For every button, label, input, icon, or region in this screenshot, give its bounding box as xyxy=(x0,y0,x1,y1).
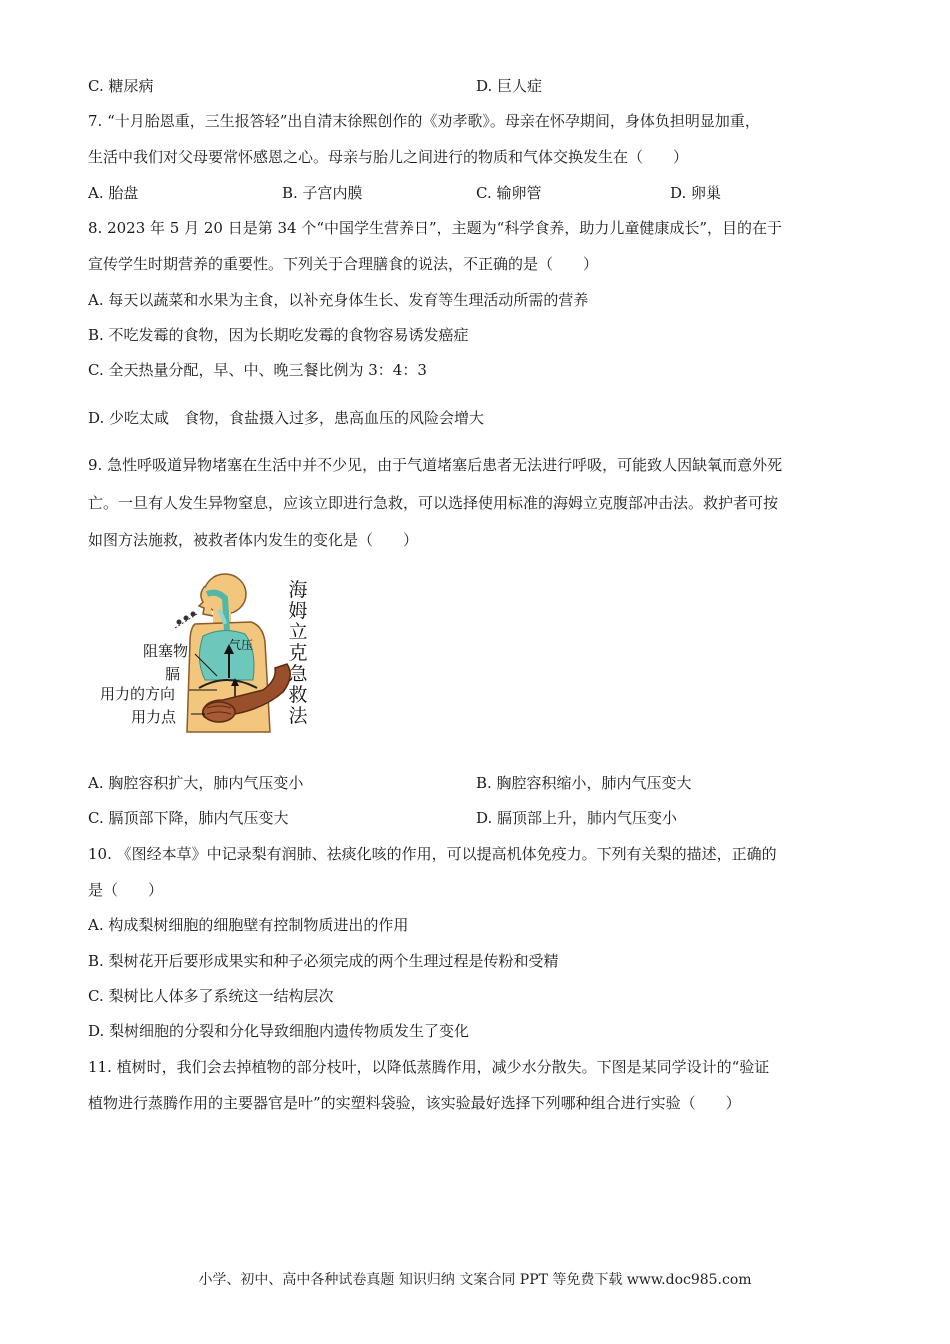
q10-option-d: D. 梨树细胞的分裂和分化导致细胞内遗传物质发生了变化 xyxy=(88,1022,470,1040)
label-air-pressure: 气压 xyxy=(229,638,254,652)
q8-option-d: D. 少吃太咸 食物，食盐摄入过多，患高血压的风险会增大 xyxy=(88,409,485,427)
q7-stem-line1: 7. “十月胎恩重，三生报答轻”出自清末徐熙创作的《劝孝歌》。母亲在怀孕期间，身体负担明显加重， xyxy=(88,112,760,130)
q9-option-c: C. 膈顶部下降，肺内气压变大 xyxy=(88,809,289,827)
q11-stem-line2: 植物进行蒸腾作用的主要器官是叶”的实塑料袋验，该实验最好选择下列哪种组合进行实验（ ） xyxy=(88,1094,741,1112)
q6-option-d: D. 巨人症 xyxy=(476,77,543,95)
q7-stem-line2: 生活中我们对父母要常怀感恩之心。母亲与胎儿之间进行的物质和气体交换发生在（ ） xyxy=(88,148,689,166)
label-force-direction: 用力的方向 xyxy=(100,685,176,703)
q8-option-c: C. 全天热量分配，早、中、晚三餐比例为 3：4：3 xyxy=(88,361,427,379)
q8-stem-line2: 宣传学生时期营养的重要性。下列关于合理膳食的说法，不正确的是（ ） xyxy=(88,255,599,273)
q6-option-c: C. 糖尿病 xyxy=(88,77,154,95)
label-force-point: 用力点 xyxy=(131,708,177,726)
q10-option-c: C. 梨树比人体多了系统这一结构层次 xyxy=(88,987,334,1005)
q7-option-c: C. 输卵管 xyxy=(476,184,542,202)
q8-stem-line1: 8. 2023 年 5 月 20 日是第 34 个“中国学生营养日”，主题为“科学食养，助力儿童健康成长”，目的在于 xyxy=(88,219,783,237)
label-obstruction: 阻塞物 xyxy=(143,642,189,660)
q10-stem-line1: 10. 《图经本草》中记录梨有润肺、祛痰化咳的作用，可以提高机体免疫力。下列有关梨的描述，正确的 xyxy=(88,845,777,863)
q9-option-b: B. 胸腔容积缩小，肺内气压变大 xyxy=(476,774,692,792)
heimlich-illustration xyxy=(95,572,315,740)
q9-stem-line2: 亡。一旦有人发生异物窒息，应该立即进行急救，可以选择使用标准的海姆立克腹部冲击法。救护者可按 xyxy=(88,494,779,512)
q10-stem-line2: 是（ ） xyxy=(88,881,164,899)
q9-stem-line3: 如图方法施救，被救者体内发生的变化是（ ） xyxy=(88,531,419,549)
heimlich-figure xyxy=(95,572,315,740)
q9-option-d: D. 膈顶部上升，肺内气压变小 xyxy=(476,809,678,827)
q9-stem-line1: 9. 急性呼吸道异物堵塞在生活中并不少见，由于气道堵塞后患者无法进行呼吸，可能致人因缺氧而意外死 xyxy=(88,456,783,474)
q8-option-b: B. 不吃发霉的食物，因为长期吃发霉的食物容易诱发癌症 xyxy=(88,326,469,344)
figure-title: 海姆立克急救法 xyxy=(288,579,308,727)
q7-option-a: A. 胎盘 xyxy=(88,184,139,202)
page-footer: 小学、初中、高中各种试卷真题 知识归纳 文案合同 PPT 等免费下载 www.doc985.com xyxy=(198,1272,752,1288)
q10-option-a: A. 构成梨树细胞的细胞壁有控制物质进出的作用 xyxy=(88,916,409,934)
q11-stem-line1: 11. 植树时，我们会去掉植物的部分枝叶，以降低蒸腾作用，减少水分散失。下图是某同学设计的“验证 xyxy=(88,1058,770,1076)
q9-option-a: A. 胸腔容积扩大，肺内气压变小 xyxy=(88,774,304,792)
q10-option-b: B. 梨树花开后要形成果实和种子必须完成的两个生理过程是传粉和受精 xyxy=(88,952,559,970)
q7-option-b: B. 子宫内膜 xyxy=(282,184,363,202)
q8-option-a: A. 每天以蔬菜和水果为主食，以补充身体生长、发育等生理活动所需的营养 xyxy=(88,291,589,309)
label-diaphragm: 膈 xyxy=(165,665,181,683)
q7-option-d: D. 卵巢 xyxy=(670,184,722,202)
